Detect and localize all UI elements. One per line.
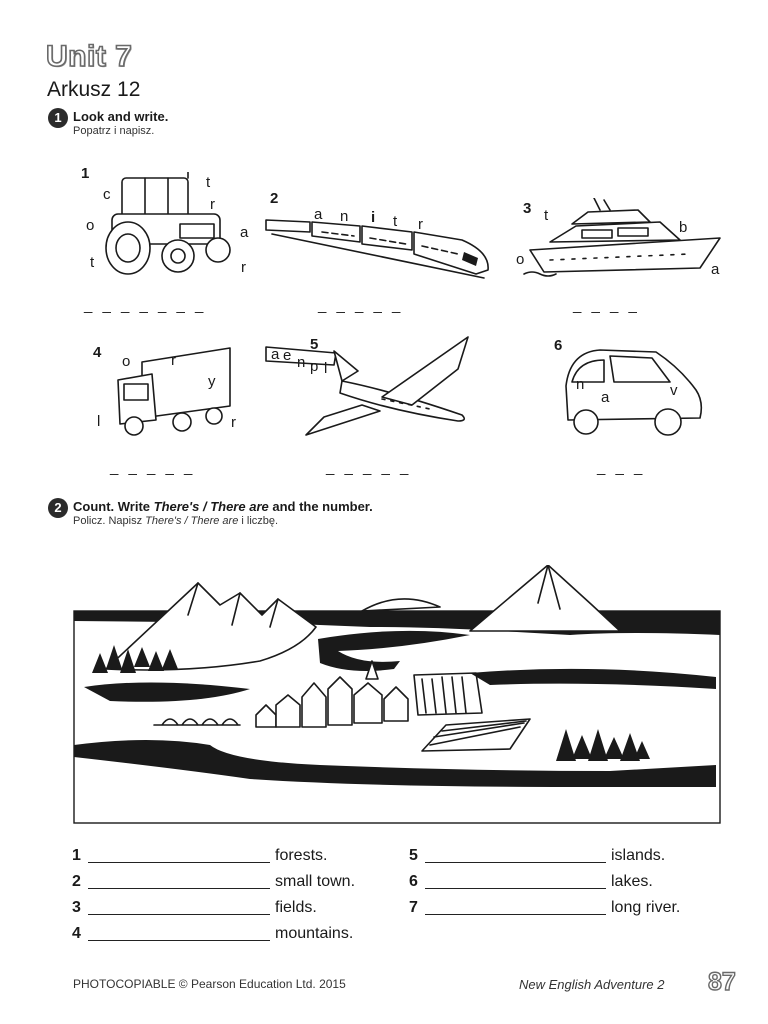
item-number: 5 <box>310 336 319 353</box>
letter-tile: y <box>208 373 216 390</box>
answer-text: islands. <box>611 847 666 864</box>
answer-number: 5 <box>409 847 418 864</box>
answer-text: fields. <box>275 899 317 916</box>
boat-icon <box>510 198 728 280</box>
letter-tile: e <box>283 347 292 364</box>
letter-tile: r <box>231 414 236 431</box>
answer-dashes: _ _ _ <box>597 459 646 476</box>
answer-text: long river. <box>611 899 681 916</box>
letter-tile: n <box>576 376 585 393</box>
answer-number: 2 <box>72 873 81 890</box>
letter-tile: r <box>171 352 176 369</box>
letter-tile: i <box>371 209 376 226</box>
letter-tile: o <box>86 217 95 234</box>
answer-number: 4 <box>72 925 81 942</box>
answer-text: small town. <box>275 873 356 890</box>
answer-line[interactable] <box>425 846 606 863</box>
page-number: 87 <box>708 968 736 996</box>
letter-tile: a <box>240 224 249 241</box>
answer-line[interactable] <box>425 872 606 889</box>
sheet-title: Arkusz 12 <box>47 78 141 101</box>
item-number: 4 <box>93 344 102 361</box>
copyright-notice: PHOTOCOPIABLE © Pearson Education Ltd. 2015 <box>73 977 346 991</box>
exercise-2-title: Count. Write There's / There are and the number. <box>73 499 373 514</box>
letter-tile: a <box>711 261 720 278</box>
answer-number: 3 <box>72 899 81 916</box>
answer-text: mountains. <box>275 925 354 942</box>
exercise-1-subtitle: Popatrz i napisz. <box>73 125 155 137</box>
item-number: 3 <box>523 200 532 217</box>
answer-dashes: _ _ _ _ _ <box>110 459 196 476</box>
letter-tile: n <box>340 208 349 225</box>
answer-line[interactable] <box>88 846 270 863</box>
item-number: 6 <box>554 337 563 354</box>
letter-tile: t <box>206 174 211 191</box>
letter-tile: p <box>310 358 319 375</box>
plane-icon <box>262 335 472 439</box>
unit-title: Unit 7 <box>46 40 133 73</box>
letter-tile: r <box>418 216 423 233</box>
exercise-1-number: 1 <box>48 108 68 128</box>
item-number: 2 <box>270 190 279 207</box>
train-icon <box>262 208 494 284</box>
item-number: 1 <box>81 165 90 182</box>
letter-tile: r <box>241 259 246 276</box>
answer-line[interactable] <box>88 872 270 889</box>
letter-tile: t <box>544 207 549 224</box>
answer-line[interactable] <box>425 898 606 915</box>
answer-number: 1 <box>72 847 81 864</box>
letter-tile: a <box>271 346 280 363</box>
answer-dashes: _ _ _ _ <box>573 297 640 314</box>
letter-tile: a <box>601 389 610 406</box>
answer-number: 7 <box>409 899 418 916</box>
letter-tile: l <box>324 360 328 377</box>
letter-tile: a <box>314 206 323 223</box>
landscape-illustration <box>70 565 722 837</box>
letter-tile: c <box>103 186 111 203</box>
exercise-2-subtitle: Policz. Napisz There's / There are i liczbę. <box>73 515 279 527</box>
answer-dashes: _ _ _ _ _ <box>318 297 404 314</box>
letter-tile: t <box>393 213 398 230</box>
letter-tile: b <box>679 219 688 236</box>
answer-line[interactable] <box>88 924 270 941</box>
letter-tile: t <box>90 254 95 271</box>
tractor-icon <box>100 172 235 277</box>
letter-tile: o <box>122 353 131 370</box>
exercise-1-title: Look and write. <box>73 109 169 124</box>
book-title: New English Adventure 2 <box>519 977 665 992</box>
exercise-2-number: 2 <box>48 498 68 518</box>
answer-dashes: _ _ _ _ _ <box>326 459 412 476</box>
letter-tile: v <box>670 382 678 399</box>
van-icon <box>560 346 706 440</box>
answer-line[interactable] <box>88 898 270 915</box>
letter-tile: l <box>97 413 101 430</box>
answer-dashes: _ _ _ _ _ _ _ <box>84 297 207 314</box>
answer-text: forests. <box>275 847 328 864</box>
answer-text: lakes. <box>611 873 653 890</box>
letter-tile: o <box>516 251 525 268</box>
letter-tile: n <box>297 354 306 371</box>
answer-number: 6 <box>409 873 418 890</box>
letter-tile: r <box>210 196 215 213</box>
